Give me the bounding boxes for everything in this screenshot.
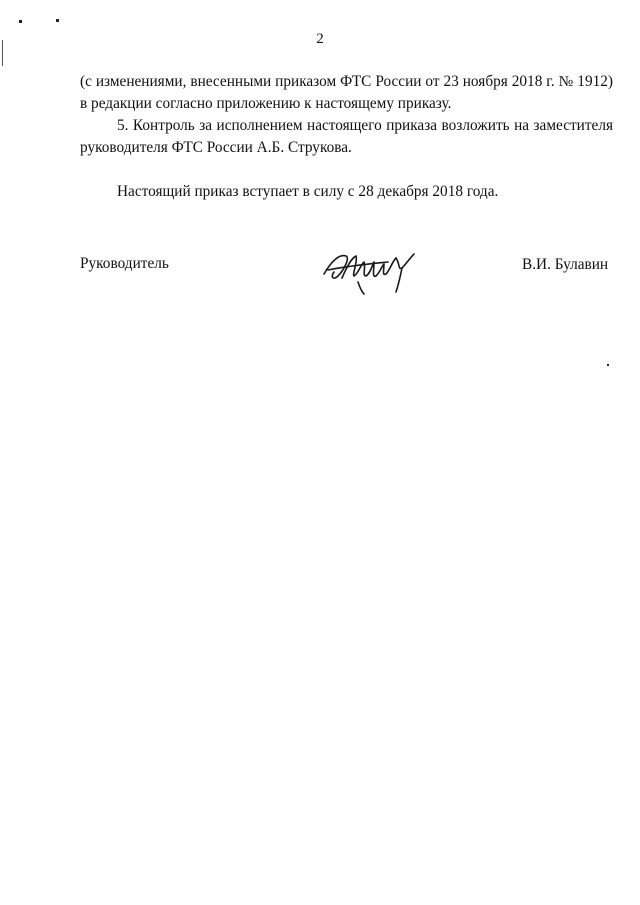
paragraph-effective-date <box>80 181 613 203</box>
paragraph-line: (с изменениями, внесенными приказом ФТС России от 23 ноября 2018 г. № 1912) <box>80 73 613 90</box>
scan-artifact-dot <box>19 20 22 23</box>
paragraph-item-5 <box>80 115 613 159</box>
paragraph-line: Настоящий приказ вступает в силу с 28 декабря 2018 года. <box>117 183 499 200</box>
paragraph-amendments <box>80 71 613 115</box>
paragraph-line: 5. Контроль за исполнением настоящего приказа возложить на заместителя <box>117 117 613 134</box>
signatory-name: В.И. Булавин <box>522 256 609 273</box>
handwritten-signature <box>318 240 428 300</box>
signatory-title: Руководитель <box>80 255 169 272</box>
paragraph-line: в редакции согласно приложению к настоящему приказу. <box>80 95 452 112</box>
paragraph-line: руководителя ФТС России А.Б. Струкова. <box>80 139 352 156</box>
scan-artifact-dot <box>56 19 59 22</box>
scan-artifact-dot <box>607 364 609 366</box>
page-number: 2 <box>316 31 324 47</box>
